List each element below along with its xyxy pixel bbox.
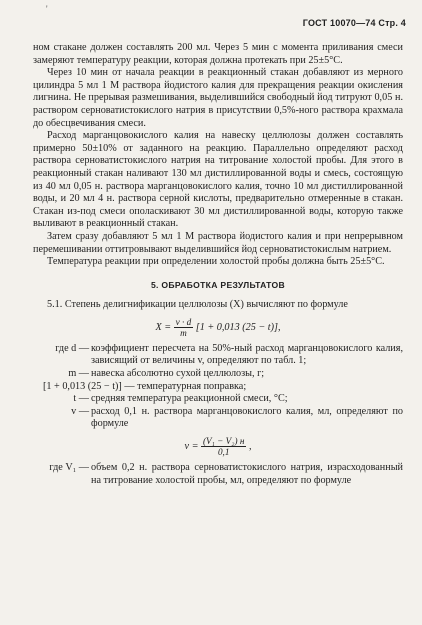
definition-d (33, 343, 403, 368)
definitions-list-2 (33, 462, 403, 487)
formula-v (33, 436, 403, 457)
formula-v-tail: , (248, 440, 252, 452)
definition-desc: расход 0,1 н. раствора марганцовокислого калия, мл, определяют по формуле (91, 405, 403, 430)
term-m: m — (68, 368, 89, 380)
page-header: ГОСТ 10070—74 Стр. 4 (302, 18, 406, 28)
paragraph-2: Через 10 мин от начала реакции в реакционный стакан добавляют из мерного цилиндра 5 мл 1 М раствора йодистого калия для прекращения реакции окисления лигнина. Не прерывая размешивания, выделившийся свободный йод титруют 0,05 н. раствором серноватистокислого натрия в присутствии 0,5%-ного раствора крахмала до обесцвечивания смеси. (33, 67, 403, 129)
formula-x-rest: [1 + 0,013 (25 − t)], (195, 321, 281, 333)
paragraph-3: Расход марганцовокислого калия на навеску целлюлозы должен составлять примерно 50±10% от заданного на реакцию. Параллельно определяют расход раствора серноватистокислого натрия на титрование холостой пробы. Для этого в реакционный стакан наливают 130 мл дистиллированной воды и смесь, состоящую из 40 мл 0,05 н. раствора марганцовокислого калия, точно 10 мл дистиллированной воды, и 20 мл 4 н. раствора серной кислоты, предварительно отмеренные в стакан. Стакан из-под смеси ополаскивают 30 мл дистиллированной воды, которую также выливают в реакционный стакан. (33, 130, 403, 230)
where-label: где (49, 462, 63, 474)
paragraph-4: Затем сразу добавляют 5 мл 1 М раствора йодистого калия и при непрерывном перемешивании оттитровывают выделившийся йод серноватистокислым натрием. (33, 230, 403, 255)
section-title: 5. ОБРАБОТКА РЕЗУЛЬТАТОВ (150, 279, 286, 290)
paragraph-5: Температура реакции при определении холостой пробы должна быть 25±5°С. (47, 256, 385, 268)
definition-desc: коэффициент пересчета на 50%-ный расход марганцовокислого калия, зависящий от величины v, определяют по табл. 1; (91, 342, 403, 367)
definitions-list (33, 343, 403, 431)
term-v: v — (71, 405, 89, 417)
definition-desc: средняя температура реакционной смеси, °С; (91, 393, 288, 405)
definition-t (33, 393, 403, 406)
definition-desc: навеска абсолютно сухой целлюлозы, г; (91, 368, 265, 380)
formula-x-lhs: X = (155, 321, 172, 333)
definition-correction (33, 381, 403, 394)
clause-5-1: 5.1. Степень делигнификации целлюлозы (X) вычисляют по формуле (47, 299, 348, 311)
formula-v-denominator: 0,1 (217, 447, 230, 458)
definition-v (33, 406, 403, 431)
definition-desc: объем 0,2 н. раствора серноватистокислого натрия, израсходованный на титрование холостой пробы, мл, определяют по формуле (91, 462, 403, 486)
paragraph-1: ном стакане должен составлять 200 мл. Через 5 мин с момента приливания смеси замеряют температуру реакции, которая должна протекать при 25±5°С. (33, 42, 403, 66)
term-v1: V₁ — (65, 462, 89, 474)
term-d: d — (71, 342, 89, 354)
formula-x-denominator: m (180, 327, 187, 338)
formula-x-fraction (174, 317, 194, 338)
formula-v-fraction (201, 436, 246, 457)
formula-v-lhs: v = (184, 440, 199, 452)
definition-term (33, 462, 91, 487)
definition-desc: температурная поправка; (137, 380, 247, 392)
formula-v-numerator: (V₁ − V₂) н (203, 436, 245, 447)
definition-m (33, 368, 403, 381)
definition-v1 (33, 462, 403, 487)
definition-term (33, 343, 91, 368)
formula-x-numerator: v · d (175, 316, 192, 327)
term-t: t — (73, 393, 89, 405)
scan-mark: ' (46, 4, 48, 14)
formula-x (33, 317, 403, 338)
body-text (33, 42, 403, 487)
where-label: где (55, 342, 69, 354)
term-correction: [1 + 0,013 (25 − t)] — (43, 380, 135, 392)
